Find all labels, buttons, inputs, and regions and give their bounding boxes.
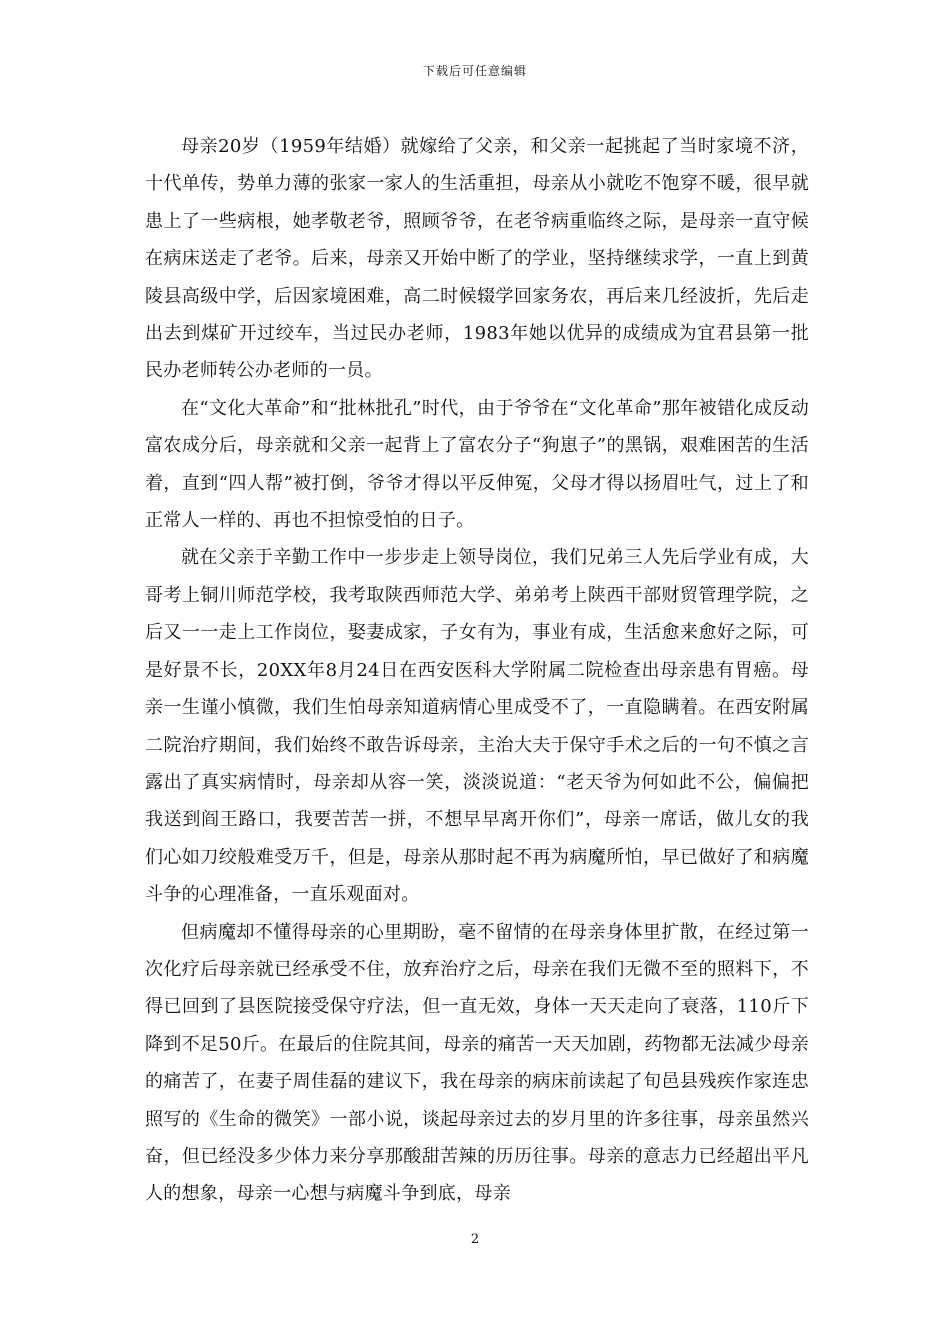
page-header: 下载后可任意编辑 [422,64,527,78]
paragraph: 母亲20岁（1959年结婚）就嫁给了父亲，和父亲一起挑起了当时家境不济，十代单传，势单力薄的张家一家人的生活重担，母亲从小就吃不饱穿不暖，很早就患上了一些病根，她孝敬老爷，照顾爷爷，在老爷病重临终之际，是母亲一直守候在病床送走了老爷。后来，母亲又开始中断了的学业，坚持继续求学，一直上到黄陵县高级中学，后因家境困难，高二时候辍学回家务农，再后来几经波折，先后走出去到煤矿开过绞车，当过民办老师，1983年她以优异的成绩成为宜君县第一批民办老师转公办老师的一员。 [145,136,809,382]
page-number: 2 [470,1232,480,1247]
document-body [145,128,809,1213]
paragraph: 在“文化大革命”和“批林批孔”时代，由于爷爷在“文化革命”那年被错化成反动富农成分后，母亲就和父亲一起背上了富农分子“狗崽子”的黑锅，艰难困苦的生活着，直到“四人帮”被打倒，爷爷才得以平反伸冤，父母才得以扬眉吐气，过上了和正常人一样的、再也不担惊受怕的日子。 [145,397,809,532]
paragraph: 但病魔却不懂得母亲的心里期盼，毫不留情的在母亲身体里扩散，在经过第一次化疗后母亲就已经承受不住，放弃治疗之后，母亲在我们无微不至的照料下，不得已回到了县医院接受保守疗法，但一直无效，身体一天天走向了衰落，110斤下降到不足50斤。在最后的住院其间，母亲的痛苦一天天加剧，药物都无法减少母亲的痛苦了，在妻子周佳磊的建议下，我在母亲的病床前读起了旬邑县残疾作家连忠照写的《生命的微笑》一部小说，谈起母亲过去的岁月里的许多往事，母亲虽然兴奋，但已经没多少体力来分享那酸甜苦辣的历历往事。母亲的意志力已经超出平凡人的想象，母亲一心想与病魔斗争到底，母亲 [145,921,810,1205]
paragraph: 就在父亲于辛勤工作中一步步走上领导岗位，我们兄弟三人先后学业有成，大哥考上铜川师范学校，我考取陕西师范大学、弟弟考上陕西干部财贸管理学院，之后又一一走上工作岗位，娶妻成家，子女有为，事业有成，生活愈来愈好之际，可是好景不长，20XX年8月24日在西安医科大学附属二院检查出母亲患有胃癌。母亲一生谨小慎微，我们生怕母亲知道病情心里成受不了，一直隐瞒着。在西安附属二院治疗期间，我们始终不敢告诉母亲，主治大夫于保守手术之后的一句不慎之言露出了真实病情时，母亲却从容一笑，淡淡说道：“老天爷为何如此不公，偏偏把我送到阎王路口，我要苦苦一拼，不想早早离开你们”，母亲一席话，做儿女的我们心如刀绞般难受万千，但是，母亲从那时起不再为病魔所怕，早已做好了和病魔斗争的心理准备，一直乐观面对。 [145,547,809,906]
